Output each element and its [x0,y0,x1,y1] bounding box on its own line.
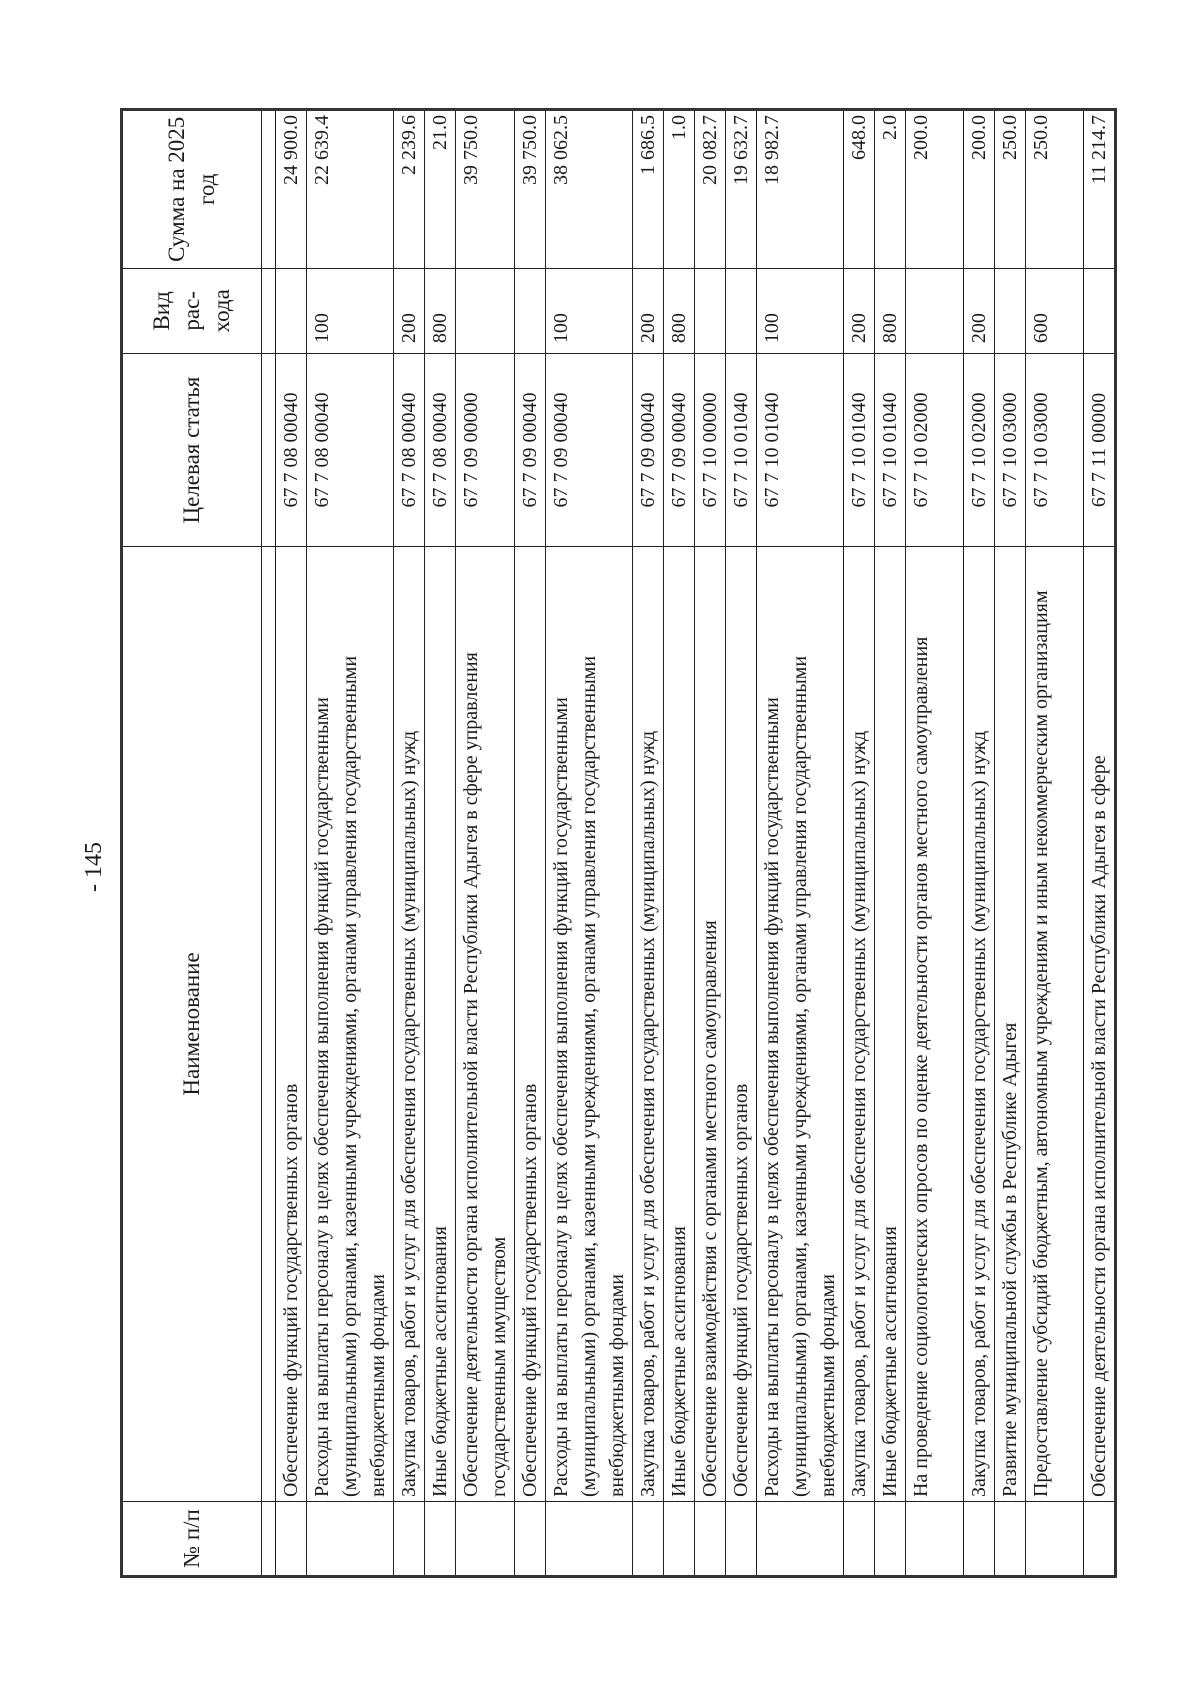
row-amount-cell: 18 982.7 [757,110,844,269]
row-expense-type-cell: 200 [394,268,425,354]
row-name-cell: Иные бюджетные ассигнования [425,546,456,1501]
row-target-article-cell: 67 7 09 00000 [456,354,515,547]
row-target-article-cell: 67 7 08 00040 [307,354,394,547]
table-header [122,110,262,1577]
row-target-article-cell: 67 7 09 00040 [664,354,695,547]
row-amount-cell: 1.0 [664,110,695,269]
row-target-article-cell: 67 7 09 00040 [633,354,664,547]
row-name-cell: Обеспечение функций государственных органов [515,546,546,1501]
row-name-cell: Закупка товаров, работ и услуг для обеспечения государственных (муниципальных) нужд [633,546,664,1501]
row-expense-type-cell [995,268,1026,354]
row-amount-cell: 38 062.5 [546,110,633,269]
row-expense-type-cell: 800 [875,268,906,354]
row-expense-type-cell: 600 [1026,268,1084,354]
row-number-cell [964,1502,995,1577]
row-name-cell: Иные бюджетные ассигнования [664,546,695,1501]
row-expense-type-cell: 800 [664,268,695,354]
row-number-cell [875,1502,906,1577]
table-row [695,110,726,1577]
row-number-cell [456,1502,515,1577]
row-number-cell [394,1502,425,1577]
row-expense-type-cell: 100 [307,268,394,354]
row-target-article-cell: 67 7 09 00040 [515,354,546,547]
row-amount-cell: 39 750.0 [456,110,515,269]
table-row [844,110,875,1577]
table-row [1084,110,1116,1577]
row-number-cell [307,1502,394,1577]
row-amount-cell: 20 082.7 [695,110,726,269]
row-name-cell: Иные бюджетные ассигнования [875,546,906,1501]
table-spacer-row [262,110,276,1577]
row-expense-type-cell [456,268,515,354]
row-name-cell: Закупка товаров, работ и услуг для обеспечения государственных (муниципальных) нужд [844,546,875,1501]
row-expense-type-cell: 100 [757,268,844,354]
row-number-cell [757,1502,844,1577]
row-name-cell: Обеспечение функций государственных органов [276,546,307,1501]
row-number-cell [1026,1502,1084,1577]
row-name-cell: Обеспечение деятельности органа исполнительной власти Республики Адыгея в сфере [1084,546,1116,1501]
row-target-article-cell: 67 7 08 00040 [394,354,425,547]
column-header-name: Наименование [122,546,262,1501]
row-expense-type-cell [276,268,307,354]
row-number-cell [1084,1502,1116,1577]
row-expense-type-cell: 800 [425,268,456,354]
table-row [1026,110,1084,1577]
column-header-amount: Сумма на 2025 год [122,110,262,269]
budget-table [120,108,1117,1578]
table-body [262,110,1116,1577]
row-name-cell: Обеспечение взаимодействия с органами местного самоуправления [695,546,726,1501]
row-expense-type-cell [906,268,964,354]
row-target-article-cell: 67 7 09 00040 [546,354,633,547]
row-amount-cell: 39 750.0 [515,110,546,269]
table-row [307,110,394,1577]
row-amount-cell: 200.0 [964,110,995,269]
table-row [664,110,695,1577]
row-name-cell: Закупка товаров, работ и услуг для обеспечения государственных (муниципальных) нужд [394,546,425,1501]
row-target-article-cell: 67 7 10 01040 [757,354,844,547]
table-row [964,110,995,1577]
row-name-cell: Обеспечение функций государственных органов [726,546,757,1501]
rotated-table-container [120,108,1110,1578]
row-number-cell [726,1502,757,1577]
row-amount-cell: 1 686.5 [633,110,664,269]
row-name-cell: Предоставление субсидий бюджетным, автономным учреждениям и иным некоммерческим организациям [1026,546,1084,1501]
column-header-target-article: Целевая статья [122,354,262,547]
row-expense-type-cell [1084,268,1116,354]
row-number-cell [546,1502,633,1577]
row-amount-cell: 250.0 [995,110,1026,269]
row-name-cell: Обеспечение деятельности органа исполнительной власти Республики Адыгея в сфере управления государственным имуществом [456,546,515,1501]
row-amount-cell: 24 900.0 [276,110,307,269]
row-number-cell [633,1502,664,1577]
table-row [757,110,844,1577]
column-header-number: № п/п [122,1502,262,1577]
row-amount-cell: 22 639.4 [307,110,394,269]
row-number-cell [664,1502,695,1577]
row-amount-cell: 2.0 [875,110,906,269]
row-name-cell: На проведение социологических опросов по оценке деятельности органов местного самоуправления [906,546,964,1501]
table-row [633,110,664,1577]
row-number-cell [425,1502,456,1577]
row-name-cell: Расходы на выплаты персоналу в целях обеспечения выполнения функций государственными (муниципальными) органами, казенными учреждениями, органами управления государственными внебюджетными фондами [546,546,633,1501]
table-row [515,110,546,1577]
row-number-cell [276,1502,307,1577]
row-number-cell [695,1502,726,1577]
row-amount-cell: 21.0 [425,110,456,269]
row-target-article-cell: 67 7 10 03000 [995,354,1026,547]
table-row [875,110,906,1577]
row-amount-cell: 2 239.6 [394,110,425,269]
table-row [276,110,307,1577]
row-target-article-cell: 67 7 10 00000 [695,354,726,547]
row-target-article-cell: 67 7 10 03000 [1026,354,1084,547]
table-row [456,110,515,1577]
table-row [546,110,633,1577]
row-name-cell: Расходы на выплаты персоналу в целях обеспечения выполнения функций государственными (муниципальными) органами, казенными учреждениями, органами управления государственными внебюджетными фондами [307,546,394,1501]
row-amount-cell: 11 214.7 [1084,110,1116,269]
row-expense-type-cell [515,268,546,354]
row-target-article-cell: 67 7 08 00040 [425,354,456,547]
row-amount-cell: 19 632.7 [726,110,757,269]
row-expense-type-cell [695,268,726,354]
table-row [425,110,456,1577]
row-name-cell: Закупка товаров, работ и услуг для обеспечения государственных (муниципальных) нужд [964,546,995,1501]
row-target-article-cell: 67 7 10 02000 [964,354,995,547]
row-expense-type-cell: 200 [964,268,995,354]
row-amount-cell: 200.0 [906,110,964,269]
row-expense-type-cell: 200 [844,268,875,354]
row-number-cell [906,1502,964,1577]
table-row [995,110,1026,1577]
row-name-cell: Расходы на выплаты персоналу в целях обеспечения выполнения функций государственными (муниципальными) органами, казенными учреждениями, органами управления государственными внебюджетными фондами [757,546,844,1501]
row-number-cell [844,1502,875,1577]
row-target-article-cell: 67 7 11 00000 [1084,354,1116,547]
table-row [906,110,964,1577]
row-expense-type-cell [726,268,757,354]
row-target-article-cell: 67 7 10 01040 [875,354,906,547]
row-number-cell [995,1502,1026,1577]
row-target-article-cell: 67 7 10 01040 [726,354,757,547]
row-amount-cell: 648.0 [844,110,875,269]
table-row [394,110,425,1577]
row-target-article-cell: 67 7 10 01040 [844,354,875,547]
row-target-article-cell: 67 7 10 02000 [906,354,964,547]
row-number-cell [515,1502,546,1577]
row-name-cell: Развитие муниципальной службы в Республике Адыгея [995,546,1026,1501]
row-expense-type-cell: 200 [633,268,664,354]
row-target-article-cell: 67 7 08 00040 [276,354,307,547]
page-number: - 145 - [81,842,134,892]
row-amount-cell: 250.0 [1026,110,1084,269]
row-expense-type-cell: 100 [546,268,633,354]
table-row [726,110,757,1577]
column-header-expense-type: Вид рас- хода [122,268,262,354]
